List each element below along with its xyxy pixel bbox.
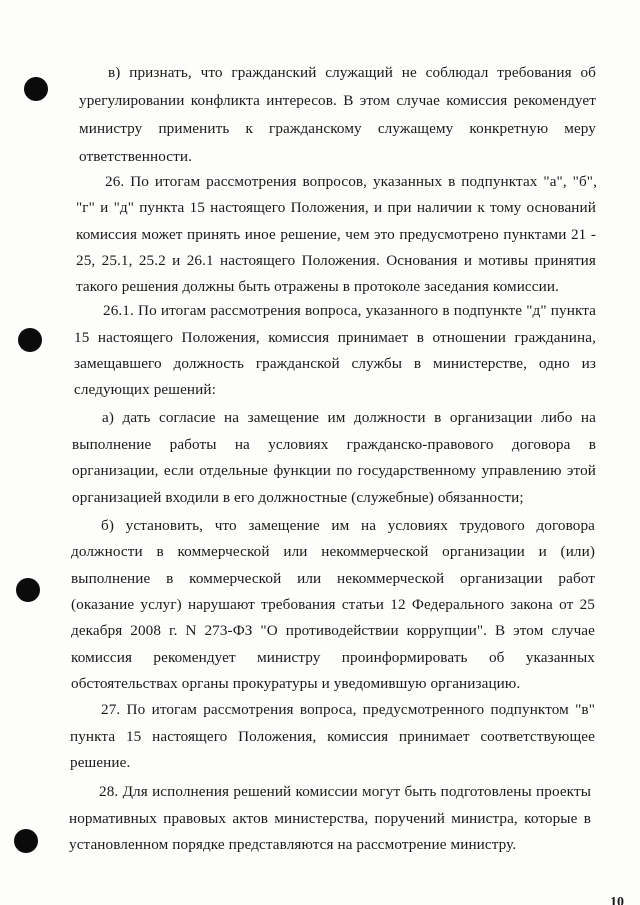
text-line: 15 настоящего Положения, комиссия принимает в отношении гражданина, xyxy=(74,329,596,346)
text-line: 28. Для исполнения решений комиссии могут быть подготовлены проекты xyxy=(99,783,591,800)
punch-hole-3 xyxy=(16,578,40,602)
text-line: 26.1. По итогам рассмотрения вопроса, указанного в подпункте "д" пункта xyxy=(103,302,596,319)
text-line: комиссия может принять иное решение, чем это предусмотрено пунктами 21 - xyxy=(76,226,596,243)
text-line: урегулировании конфликта интересов. В этом случае комиссия рекомендует xyxy=(79,92,596,109)
text-line: решение. xyxy=(70,754,131,771)
page-number: 10 xyxy=(610,897,624,905)
text-line: такого решения должны быть отражены в протоколе заседания комиссии. xyxy=(76,278,559,295)
text-line: ответственности. xyxy=(79,148,193,165)
punch-hole-4 xyxy=(14,829,38,853)
text-line: 25, 25.1, 25.2 и 26.1 настоящего Положения. Основания и мотивы принятия xyxy=(76,252,596,269)
punch-hole-2 xyxy=(18,328,42,352)
text-line: "г" и "д" пункта 15 настоящего Положения, и при наличии к тому оснований xyxy=(76,199,596,216)
punch-hole-1 xyxy=(24,77,48,101)
text-line: выполнение в коммерческой или некоммерческой организации работ xyxy=(71,570,595,587)
text-line: пункта 15 настоящего Положения, комиссия принимает соответствующее xyxy=(70,728,595,745)
text-line: комиссия рекомендует министру проинформировать об указанных xyxy=(71,649,595,666)
text-line: в) признать, что гражданский служащий не соблюдал требования об xyxy=(108,64,596,81)
text-line: организацией входили в его должностные (служебные) обязанности; xyxy=(72,489,524,506)
text-line: а) дать согласие на замещение им должности в организации либо на xyxy=(102,409,596,426)
text-line: выполнение работы на условиях гражданско-правового договора в xyxy=(72,436,596,453)
text-line: замещавшего должность гражданской службы в министерстве, одно из xyxy=(74,355,596,372)
text-line: установленном порядке представляются на рассмотрение министру. xyxy=(69,836,517,853)
text-line: декабря 2008 г. N 273-ФЗ "О противодействии коррупции". В этом случае xyxy=(71,622,595,639)
text-line: организации, если отдельные функции по государственному управлению этой xyxy=(72,462,596,479)
text-line: 26. По итогам рассмотрения вопросов, указанных в подпунктах "а", "б", xyxy=(105,173,597,190)
text-line: б) установить, что замещение им на условиях трудового договора xyxy=(101,517,595,534)
text-line: 27. По итогам рассмотрения вопроса, предусмотренного подпунктом "в" xyxy=(101,701,595,718)
text-line: должности в коммерческой или некоммерческой организации и (или) xyxy=(71,543,595,560)
text-line: (оказание услуг) нарушают требования статьи 12 Федерального закона от 25 xyxy=(71,596,595,613)
text-line: следующих решений: xyxy=(74,381,216,398)
text-line: нормативных правовых актов министерства, поручений министра, которые в xyxy=(69,810,591,827)
text-line: обстоятельствах органы прокуратуры и уведомившую организацию. xyxy=(71,675,521,692)
text-line: министру применить к гражданскому служащему конкретную меру xyxy=(79,120,596,137)
